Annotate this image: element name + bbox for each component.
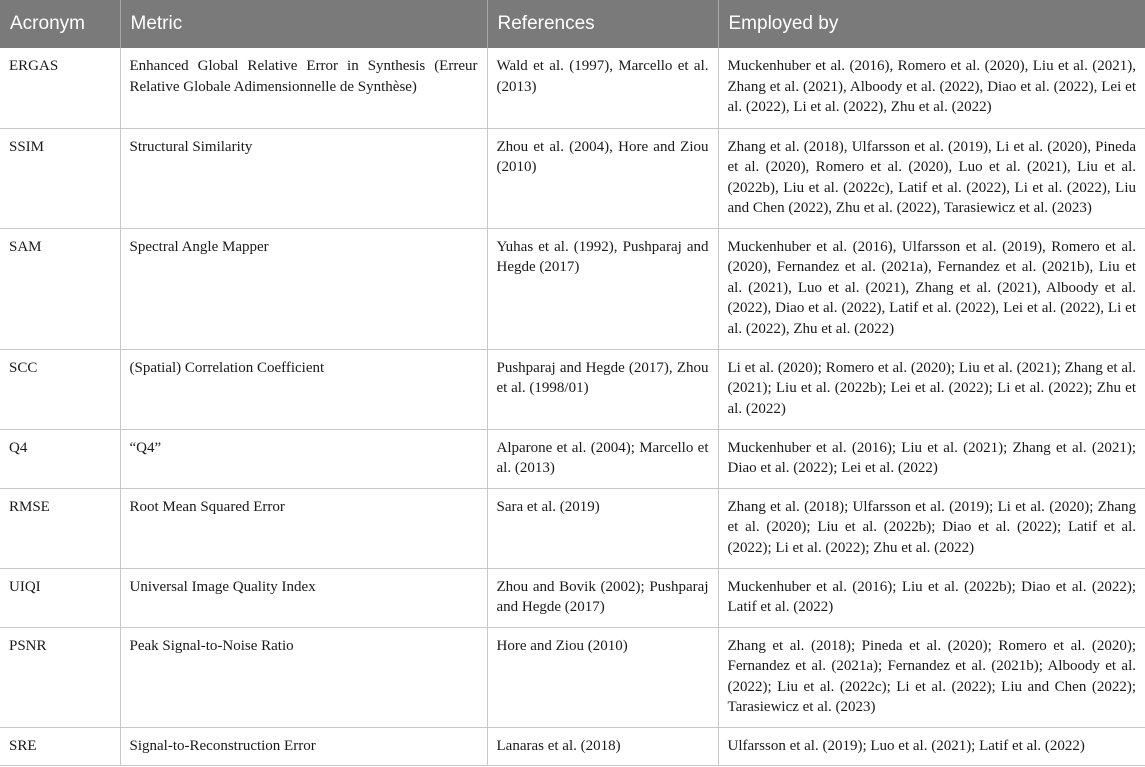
cell-employed-by: Muckenhuber et al. (2016), Romero et al. (2020), Liu et al. (2021), Zhang et al. (2021), Alboody et al. (2022), Diao et al. (2022), Lei et al. (2022), Li et al. (2022), Zhu et al. (2022)	[718, 48, 1145, 128]
cell-metric: (Spatial) Correlation Coefficient	[120, 349, 487, 429]
cell-acronym: SSIM	[0, 128, 120, 228]
table-header	[0, 0, 1145, 48]
cell-employed-by: Muckenhuber et al. (2016); Liu et al. (2022b); Diao et al. (2022); Latif et al. (2022)	[718, 568, 1145, 627]
cell-employed-by: Ulfarsson et al. (2019); Luo et al. (2021); Latif et al. (2022)	[718, 727, 1145, 765]
cell-metric: Universal Image Quality Index	[120, 568, 487, 627]
cell-metric: “Q4”	[120, 429, 487, 488]
table-row	[0, 627, 1145, 727]
cell-metric: Root Mean Squared Error	[120, 488, 487, 568]
table-row	[0, 568, 1145, 627]
header-row	[0, 0, 1145, 48]
table-row	[0, 349, 1145, 429]
table-body	[0, 48, 1145, 765]
table-row	[0, 128, 1145, 228]
cell-references: Zhou et al. (2004), Hore and Ziou (2010)	[487, 128, 718, 228]
cell-acronym: Q4	[0, 429, 120, 488]
cell-acronym: RMSE	[0, 488, 120, 568]
cell-metric: Spectral Angle Mapper	[120, 228, 487, 349]
cell-acronym: SCC	[0, 349, 120, 429]
cell-references: Pushparaj and Hegde (2017), Zhou et al. (1998/01)	[487, 349, 718, 429]
cell-metric: Structural Similarity	[120, 128, 487, 228]
cell-references: Yuhas et al. (1992), Pushparaj and Hegde (2017)	[487, 228, 718, 349]
table-row	[0, 228, 1145, 349]
header-references: References	[487, 0, 718, 48]
cell-references: Lanaras et al. (2018)	[487, 727, 718, 765]
header-acronym: Acronym	[0, 0, 120, 48]
cell-employed-by: Zhang et al. (2018); Pineda et al. (2020); Romero et al. (2020); Fernandez et al. (2021a); Fernandez et al. (2021b); Alboody et al. (2022); Liu et al. (2022c); Li et al. (2022); Liu and Chen (2022); Tarasiewicz et al. (2023)	[718, 627, 1145, 727]
cell-acronym: SRE	[0, 727, 120, 765]
cell-acronym: UIQI	[0, 568, 120, 627]
table-row	[0, 48, 1145, 128]
table-row	[0, 429, 1145, 488]
cell-employed-by: Zhang et al. (2018), Ulfarsson et al. (2019), Li et al. (2020), Pineda et al. (2020), Romero et al. (2020), Luo et al. (2021), Liu et al. (2022b), Liu et al. (2022c), Latif et al. (2022), Li et al. (2022), Liu and Chen (2022), Zhu et al. (2022), Tarasiewicz et al. (2023)	[718, 128, 1145, 228]
cell-employed-by: Muckenhuber et al. (2016), Ulfarsson et al. (2019), Romero et al. (2020), Fernandez et al. (2021a), Fernandez et al. (2021b), Liu et al. (2021), Luo et al. (2021), Zhang et al. (2021), Alboody et al. (2022), Diao et al. (2022), Latif et al. (2022), Lei et al. (2022), Li et al. (2022), Zhu et al. (2022)	[718, 228, 1145, 349]
cell-references: Wald et al. (1997), Marcello et al. (2013)	[487, 48, 718, 128]
table-row	[0, 727, 1145, 765]
cell-references: Hore and Ziou (2010)	[487, 627, 718, 727]
cell-employed-by: Muckenhuber et al. (2016); Liu et al. (2021); Zhang et al. (2021); Diao et al. (2022); Lei et al. (2022)	[718, 429, 1145, 488]
cell-metric: Peak Signal-to-Noise Ratio	[120, 627, 487, 727]
header-metric: Metric	[120, 0, 487, 48]
cell-employed-by: Zhang et al. (2018); Ulfarsson et al. (2019); Li et al. (2020); Zhang et al. (2020); Liu et al. (2022b); Diao et al. (2022); Latif et al. (2022); Li et al. (2022); Zhu et al. (2022)	[718, 488, 1145, 568]
table-row	[0, 488, 1145, 568]
header-employed-by: Employed by	[718, 0, 1145, 48]
cell-references: Zhou and Bovik (2002); Pushparaj and Hegde (2017)	[487, 568, 718, 627]
cell-metric: Signal-to-Reconstruction Error	[120, 727, 487, 765]
cell-references: Alparone et al. (2004); Marcello et al. (2013)	[487, 429, 718, 488]
cell-acronym: ERGAS	[0, 48, 120, 128]
cell-metric: Enhanced Global Relative Error in Synthesis (Erreur Relative Globale Adimensionnelle de Synthèse)	[120, 48, 487, 128]
cell-acronym: SAM	[0, 228, 120, 349]
cell-references: Sara et al. (2019)	[487, 488, 718, 568]
cell-acronym: PSNR	[0, 627, 120, 727]
cell-employed-by: Li et al. (2020); Romero et al. (2020); Liu et al. (2021); Zhang et al. (2021); Liu et al. (2022b); Lei et al. (2022); Li et al. (2022); Zhu et al. (2022)	[718, 349, 1145, 429]
